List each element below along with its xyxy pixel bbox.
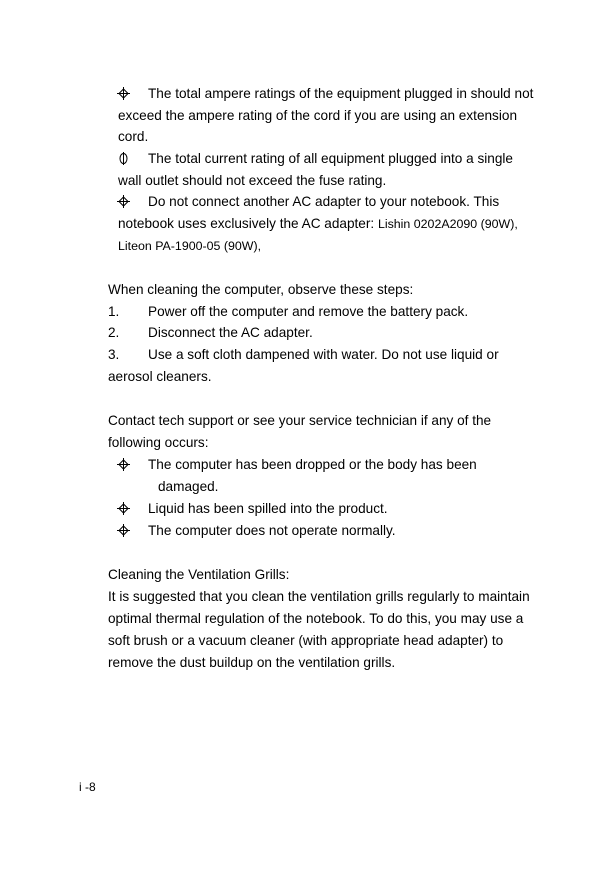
power-bullet-2-line-1: The total current rating of all equipment plugged into a single: [148, 151, 513, 166]
ventilation-line-3: soft brush or a vacuum cleaner (with appropriate head adapter) to: [108, 633, 504, 648]
power-bullet-3-line-2: [118, 216, 518, 232]
diamond-cross-bullet-icon: [117, 502, 130, 515]
diamond-cross-bullet-icon: [117, 195, 130, 208]
power-bullet-3-line-1: Do not connect another AC adapter to your notebook. This: [148, 194, 500, 209]
ventilation-line-1: It is suggested that you clean the ventilation grills regularly to maintain: [108, 589, 530, 604]
cleaning-step-3-number: 3.: [108, 347, 120, 362]
circle-cross-bullet-icon: [117, 152, 130, 165]
support-item-1-line-2: damaged.: [158, 479, 219, 494]
power-bullet-2-line-2: wall outlet should not exceed the fuse rating.: [118, 173, 387, 188]
cleaning-step-2-text: Disconnect the AC adapter.: [148, 325, 313, 340]
cleaning-step-2-number: 2.: [108, 325, 120, 340]
ventilation-line-4: remove the dust buildup on the ventilation grills.: [108, 655, 396, 670]
power-bullet-3-line-2-text: notebook uses exclusively the AC adapter:: [118, 216, 378, 231]
support-intro-line-1: Contact tech support or see your service technician if any of the: [108, 413, 492, 428]
power-bullet-1-line-2: exceed the ampere rating of the cord if you are using an extension: [118, 108, 517, 123]
cleaning-step-1-text: Power off the computer and remove the battery pack.: [148, 304, 469, 319]
cleaning-step-3-continued: aerosol cleaners.: [108, 369, 212, 384]
support-item-2: Liquid has been spilled into the product.: [148, 501, 388, 516]
support-item-3: The computer does not operate normally.: [148, 523, 396, 538]
ventilation-heading: Cleaning the Ventilation Grills:: [108, 567, 290, 582]
adapter-model-liteon: Liteon PA-1900-05 (90W),: [118, 239, 262, 253]
support-intro-line-2: following occurs:: [108, 435, 209, 450]
adapter-model-lishin: Lishin 0202A2090 (90W),: [377, 217, 518, 231]
power-bullet-1-line-3: cord.: [118, 129, 149, 144]
page-number: i -8: [79, 780, 96, 794]
cleaning-intro: When cleaning the computer, observe these steps:: [108, 282, 414, 297]
diamond-cross-bullet-icon: [117, 87, 130, 100]
support-item-1-line-1: The computer has been dropped or the body has been: [148, 457, 477, 472]
diamond-cross-bullet-icon: [117, 524, 130, 537]
cleaning-step-1-number: 1.: [108, 304, 120, 319]
power-bullet-1-line-1: The total ampere ratings of the equipment plugged in should not: [148, 86, 534, 101]
ventilation-line-2: optimal thermal regulation of the notebook. To do this, you may use a: [108, 611, 524, 626]
diamond-cross-bullet-icon: [117, 458, 130, 471]
cleaning-step-3-text: Use a soft cloth dampened with water. Do not use liquid or: [148, 347, 499, 362]
